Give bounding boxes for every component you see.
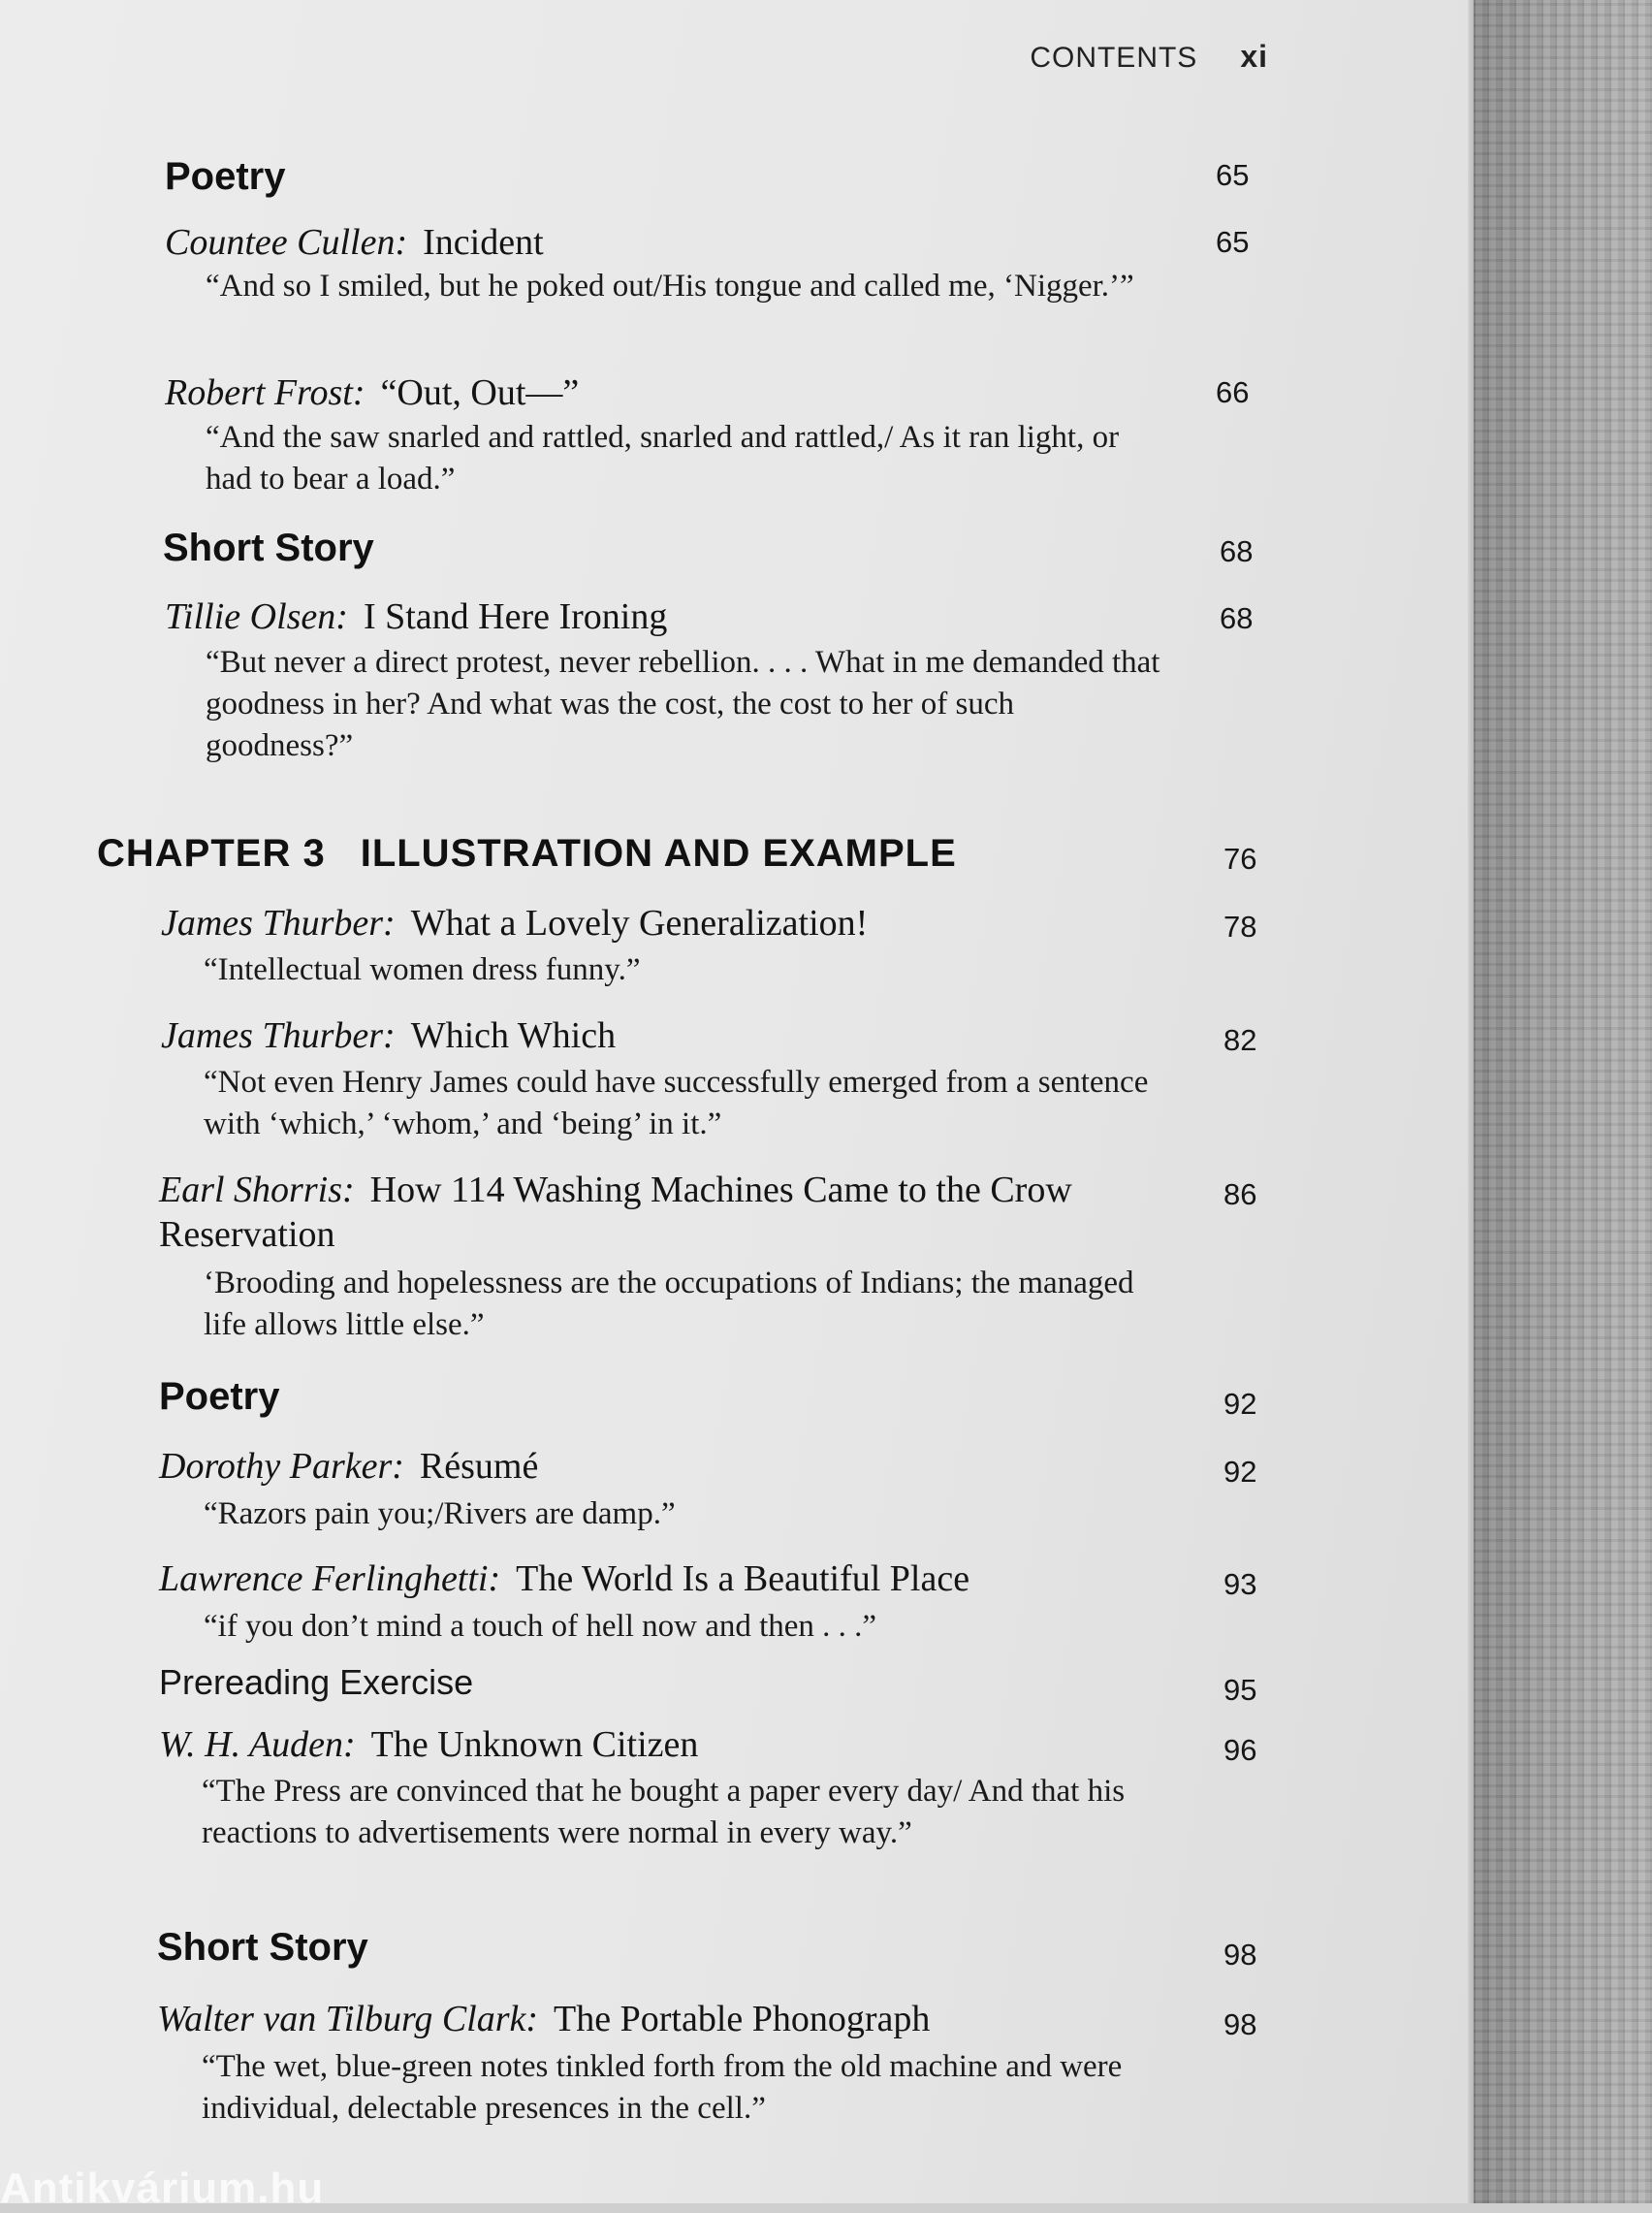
entry-title: [159, 1168, 1158, 1257]
entry-title: [157, 1998, 930, 2040]
entry-author: James Thurber:: [161, 1015, 396, 1056]
entry-author: Walter van Tilburg Clark:: [157, 1999, 539, 2039]
entry-quote: “Intellectual women dress funny.”: [204, 952, 641, 987]
entry-work: “Out, Out—”: [380, 372, 580, 413]
page-number: 96: [1223, 1733, 1257, 1767]
entry-author: Dorothy Parker:: [159, 1446, 404, 1487]
entry-title: [165, 371, 579, 414]
entry-work: What a Lovely Generalization!: [410, 903, 869, 944]
page-number: 86: [1223, 1177, 1257, 1211]
page-number: 98: [1223, 2007, 1257, 2041]
section-heading-short-story: Short Story: [157, 1926, 368, 1969]
page-number: 78: [1223, 910, 1257, 944]
section-heading-poetry: Poetry: [165, 155, 286, 198]
page-number: 65: [1216, 158, 1250, 192]
entry-author: Earl Shorris:: [159, 1170, 355, 1210]
entry-author: Tillie Olsen:: [165, 596, 348, 637]
page-number: 98: [1223, 1938, 1257, 1972]
page-number: 68: [1220, 534, 1254, 568]
entry-work: How 114 Washing Machines Came to the Crow Reservation: [159, 1170, 1072, 1255]
entry-author: Countee Cullen:: [165, 222, 408, 263]
entry-title: [161, 1014, 616, 1057]
running-header: [1030, 39, 1268, 75]
page-number: 92: [1223, 1455, 1257, 1489]
entry-title: [159, 1723, 698, 1766]
entry-quote: “The wet, blue-green notes tinkled forth from the old machine and were individual, delectable presences in the cell.”: [202, 2049, 1123, 2126]
entry-work: Résumé: [419, 1446, 539, 1487]
header-label: CONTENTS: [1030, 42, 1198, 74]
section-heading-poetry: Poetry: [159, 1375, 280, 1418]
page-number: 82: [1223, 1023, 1257, 1057]
background-surface: [1474, 0, 1652, 2203]
entry-quote: “Not even Henry James could have successfully emerged from a sentence with ‘which,’ ‘whom,’ and ‘being’ in it.”: [204, 1065, 1149, 1141]
entry-title: [159, 1445, 538, 1488]
entry-work: The Portable Phonograph: [554, 1999, 931, 2039]
entry-quote: “And so I smiled, but he poked out/His tongue and called me, ‘Nigger.’”: [206, 269, 1134, 304]
entry-title: [165, 221, 544, 264]
header-page-number: xi: [1240, 39, 1268, 74]
page-number: 68: [1220, 601, 1254, 635]
entry-quote: “But never a direct protest, never rebellion. . . . What in me demanded that goodness in her? And what was the cost, the cost to her of such goodness?”: [206, 645, 1160, 763]
entry-work: Incident: [423, 222, 544, 263]
entry-quote: “Razors pain you;/Rivers are damp.”: [204, 1496, 676, 1531]
entry-quote: “And the saw snarled and rattled, snarled and rattled,/ As it ran light, or had to bear a load.”: [206, 420, 1120, 497]
entry-work: The World Is a Beautiful Place: [516, 1558, 970, 1599]
entry-title: [165, 595, 667, 638]
entry-quote: “The Press are convinced that he bought a paper every day/ And that his reactions to advertisements were normal in every way.”: [202, 1774, 1126, 1850]
chapter-number: CHAPTER 3: [97, 832, 326, 875]
entry-author: W. H. Auden:: [159, 1724, 356, 1765]
section-heading-short-story: Short Story: [163, 527, 374, 569]
prereading-exercise: Prereading Exercise: [159, 1662, 474, 1702]
entry-work: The Unknown Citizen: [370, 1724, 699, 1765]
entry-title: [159, 1557, 969, 1600]
page-number: 65: [1216, 225, 1250, 259]
watermark: Antikvárium.hu: [0, 2165, 325, 2212]
page-number: 95: [1223, 1673, 1257, 1707]
entry-work: Which Which: [410, 1015, 617, 1056]
page-number: 93: [1223, 1567, 1257, 1601]
entry-title: [161, 902, 868, 945]
chapter-heading: [97, 832, 957, 876]
entry-work: I Stand Here Ironing: [363, 596, 668, 637]
page-number: 66: [1216, 375, 1250, 409]
entry-quote: “if you don’t mind a touch of hell now and then . . .”: [204, 1609, 877, 1644]
entry-author: James Thurber:: [161, 903, 396, 944]
page-number: 92: [1223, 1387, 1257, 1421]
chapter-title: ILLUSTRATION AND EXAMPLE: [360, 832, 957, 875]
entry-quote: ‘Brooding and hopelessness are the occupations of Indians; the managed life allows little else.”: [204, 1266, 1134, 1342]
entry-author: Robert Frost:: [165, 372, 365, 413]
page-number: 76: [1223, 842, 1257, 876]
entry-author: Lawrence Ferlinghetti:: [159, 1558, 501, 1599]
